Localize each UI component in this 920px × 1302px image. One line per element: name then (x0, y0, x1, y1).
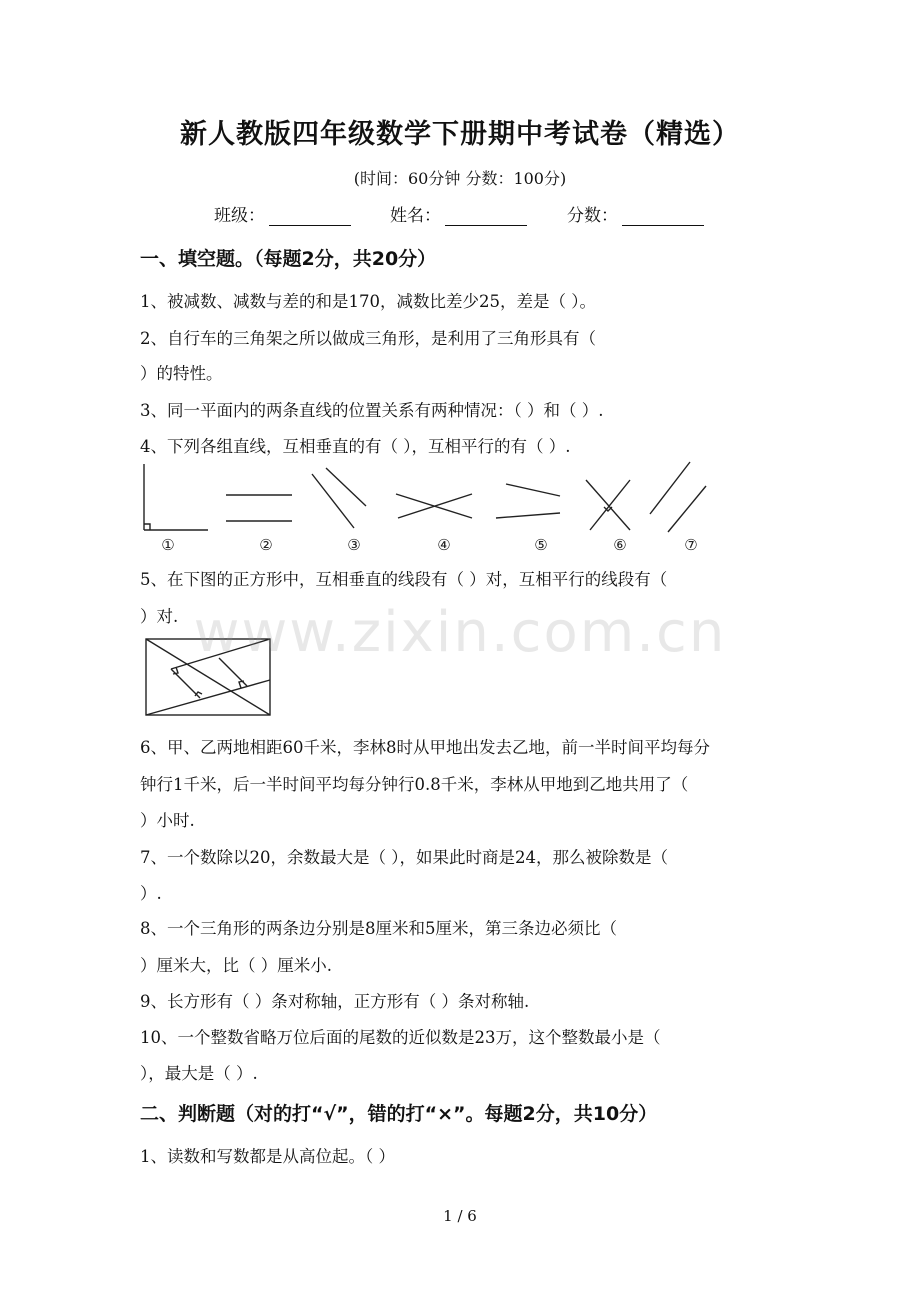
figure-4-intersecting (396, 494, 472, 518)
question-line: ），最大是（ ）. (140, 1064, 258, 1083)
question-line: ）的特性。 (140, 364, 223, 383)
section-1-heading: 一、填空题。（每题2分，共20分） (140, 248, 437, 270)
question-line: 钟行1千米，后一半时间平均每分钟行0.8千米，李林从甲地到乙地共用了（ (140, 775, 689, 794)
class-field (214, 201, 351, 226)
question-line: 10、一个整数省略万位后面的尾数的近似数是23万，这个整数最小是（ (140, 1028, 661, 1047)
figure-6-perpendicular (586, 480, 630, 530)
page-number: 1 / 6 (443, 1207, 477, 1225)
score-blank[interactable] (622, 207, 704, 226)
name-label: 姓名： (390, 206, 441, 226)
exam-subtitle: (时间：60分钟 分数：100分) (353, 169, 567, 188)
question-line: ）对. (140, 607, 179, 626)
figure-label: ⑦ (684, 536, 698, 554)
page-title: 新人教版四年级数学下册期中考试卷（精选） (180, 119, 740, 150)
figure-label: ① (161, 536, 175, 554)
question-line: 8、一个三角形的两条边分别是8厘米和5厘米，第三条边必须比（ (140, 919, 617, 938)
question-line: ）厘米大，比（ ）厘米小. (140, 956, 332, 975)
question-line: ）. (140, 884, 162, 903)
class-blank[interactable] (269, 207, 351, 226)
section-2-heading: 二、判断题（对的打“√”，错的打“×”。每题2分，共10分） (140, 1103, 658, 1125)
question-line: 1、读数和写数都是从高位起。（ ） (140, 1147, 395, 1166)
figure-label: ② (259, 536, 273, 554)
watermark: www.zixin.com.cn (193, 600, 727, 665)
figure-2-parallel (226, 495, 292, 521)
figure-5-lines (496, 484, 560, 518)
question-line: 5、在下图的正方形中，互相垂直的线段有（ ）对，互相平行的线段有（ (140, 570, 668, 589)
question-line: 7、一个数除以20，余数最大是（ ），如果此时商是24，那么被除数是（ (140, 848, 668, 867)
question-line: ）小时. (140, 811, 195, 830)
figure-3-parallel (312, 468, 366, 528)
name-field (390, 201, 527, 226)
figure-label: ⑤ (534, 536, 548, 554)
question-line: 2、自行车的三角架之所以做成三角形，是利用了三角形具有（ (140, 329, 596, 348)
name-blank[interactable] (445, 207, 527, 226)
score-label: 分数： (567, 206, 618, 226)
figure-7-parallel (650, 462, 706, 532)
figure-label: ④ (437, 536, 451, 554)
figure-label: ③ (347, 536, 361, 554)
question-line: 9、长方形有（ ）条对称轴，正方形有（ ）条对称轴. (140, 992, 530, 1011)
score-field (567, 201, 704, 226)
question-line: 3、同一平面内的两条直线的位置关系有两种情况：（ ）和（ ）. (140, 401, 604, 420)
figure-label: ⑥ (613, 536, 627, 554)
lines-figure (130, 458, 730, 558)
figure-1-perpendicular (144, 464, 208, 530)
question-line: 4、下列各组直线，互相垂直的有（ ），互相平行的有（ ）. (140, 437, 571, 456)
question-line: 6、甲、乙两地相距60千米，李林8时从甲地出发去乙地，前一半时间平均每分 (140, 738, 710, 757)
question-line: 1、被减数、减数与差的和是170，减数比差少25，差是（ ）。 (140, 292, 596, 311)
class-label: 班级： (214, 206, 265, 226)
